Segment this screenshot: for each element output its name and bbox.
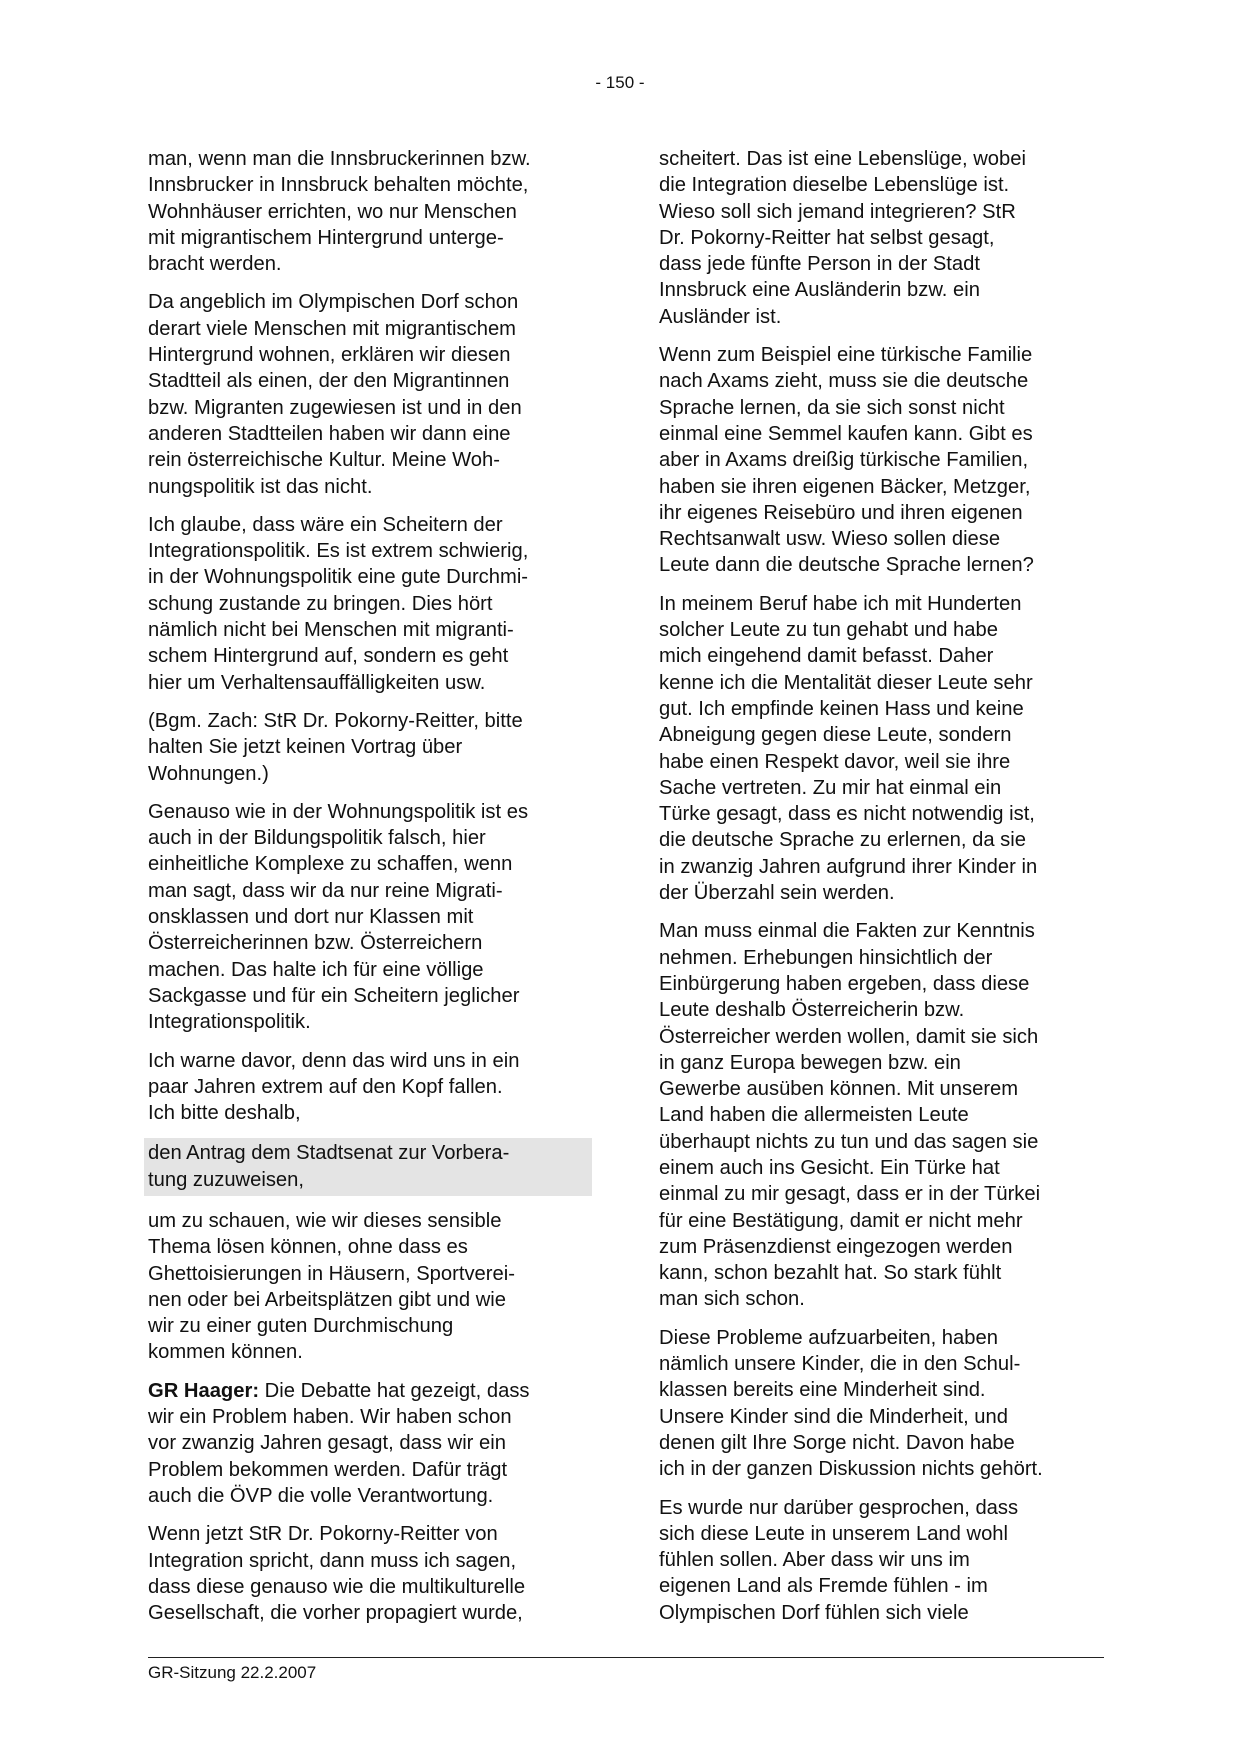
speaker-text: Die Debatte hat gezeigt, dass wir ein Problem haben. Wir haben schon vor zwanzig Jahren gesagt, dass wir ein Problem bekommen werden. Dafür trägt auch die ÖVP die volle Verantwortung. [148,1379,530,1507]
speaker-paragraph [148,1378,592,1509]
paragraph: um zu schauen, wie wir dieses sensible Thema lösen können, ohne dass es Ghettoisierungen in Häusern, Sportverei- nen oder bei Arbeitsplätzen gibt und wie wir zu einer guten Durchmischung kommen können. [148,1209,515,1364]
paragraph: Wenn zum Beispiel eine türkische Familie nach Axams zieht, muss sie die deutsche Sprache lernen, da sie sich sonst nicht einmal eine Semmel kaufen kann. Gibt es aber in Axams dreißig türkische Familien, haben sie ihren eigenen Bäcker, Metzger, ihr eigenes Reisebüro und ihren eigenen Rechtsanwalt usw. Wieso sollen diese Leute dann die deutsche Sprache lernen? [659,344,1034,577]
interjection-paragraph: (Bgm. Zach: StR Dr. Pokorny-Reitter, bitte halten Sie jetzt keinen Vortrag über Wohnungen.) [148,709,523,785]
paragraph: scheitert. Das ist eine Lebenslüge, wobei die Integration dieselbe Lebenslüge ist. Wieso soll sich jemand integrieren? StR Dr. Pokorny-Reitter hat selbst gesagt, dass jede fünfte Person in der Stadt Innsbruck eine Ausländerin bzw. ein Ausländer ist. [659,148,1026,328]
paragraph: Es wurde nur darüber gesprochen, dass sich diese Leute in unserem Land wohl fühlen sollen. Aber dass wir uns im eigenen Land als Fremde fühlen - im Olympischen Dorf fühlen sich viele [659,1496,1019,1624]
paragraph: Diese Probleme aufzuarbeiten, haben nämlich unsere Kinder, die in den Schul- klassen bereits eine Minderheit sind. Unsere Kinder sind die Minderheit, und denen gilt Ihre Sorge nicht. Davon habe ich in der ganzen Diskussion nichts gehört. [659,1326,1043,1481]
footer-divider [148,1657,1104,1658]
paragraph: Man muss einmal die Fakten zur Kenntnis nehmen. Erhebungen hinsichtlich der Einbürgerung haben ergeben, dass diese Leute deshalb Österreicherin bzw. Österreicher werden wollen, damit sie sich in ganz Europa bewegen bzw. ein Gewerbe ausüben können. Mit unserem Land haben die allermeisten Leute überhaupt nichts zu tun und das sagen sie einem auch ins Gesicht. Ein Türke hat einmal zu mir gesagt, dass er in der Türkei für eine Bestätigung, damit er nicht mehr zum Präsenzdienst eingezogen werden kann, schon bezahlt hat. So stark fühlt man sich schon. [659,920,1041,1311]
paragraph: Ich warne davor, denn das wird uns in ein paar Jahren extrem auf den Kopf fallen. Ich bitte deshalb, [148,1049,520,1125]
right-column [659,146,1103,1638]
page-number: - 150 - [595,73,645,92]
paragraph: Ich glaube, dass wäre ein Scheitern der Integrationspolitik. Es ist extrem schwierig, in der Wohnungspolitik eine gute Durchmi- schung zustande zu bringen. Dies hört nämlich nicht bei Menschen mit migranti- schem Hintergrund auf, sondern es geht hier um Verhaltensauffälligkeiten usw. [148,513,529,694]
paragraph: Da angeblich im Olympischen Dorf schon derart viele Menschen mit migrantischem Hintergrund wohnen, erklären wir diesen Stadtteil als einen, der den Migrantinnen bzw. Migranten zugewiesen ist und in den anderen Stadtteilen haben wir dann eine rein österreichische Kultur. Meine Woh- nungspolitik ist das nicht. [148,291,522,498]
speaker-name: GR Haager: [148,1379,260,1402]
motion-highlight: den Antrag dem Stadtsenat zur Vorbera- tung zuzuweisen, [144,1138,592,1196]
paragraph: In meinem Beruf habe ich mit Hunderten solcher Leute zu tun gehabt und habe mich eingehend damit befasst. Daher kenne ich die Mentalität dieser Leute sehr gut. Ich empfinde keinen Hass und keine Abneigung gegen diese Leute, sondern habe einen Respekt davor, weil sie ihre Sache vertreten. Zu mir hat einmal ein Türke gesagt, dass es nicht notwendig ist, die deutsche Sprache zu erlernen, da sie in zwanzig Jahren aufgrund ihrer Kinder in der Überzahl sein werden. [659,592,1038,905]
paragraph: Wenn jetzt StR Dr. Pokorny-Reitter von Integration spricht, dann muss ich sagen, dass diese genauso wie die multikulturelle Gesellschaft, die vorher propagiert wurde, [148,1523,526,1625]
footer-session-date: GR-Sitzung 22.2.2007 [148,1663,317,1682]
paragraph: Genauso wie in der Wohnungspolitik ist es auch in der Bildungspolitik falsch, hier einheitliche Komplexe zu schaffen, wenn man sagt, dass wir da nur reine Migrati- onsklassen und dort nur Klassen mit Österreicherinnen bzw. Österreichern machen. Das halte ich für eine völlige Sackgasse und für ein Scheitern jeglicher Integrationspolitik. [148,800,529,1034]
left-column [148,146,592,1638]
paragraph: man, wenn man die Innsbruckerinnen bzw. Innsbrucker in Innsbruck behalten möchte, Wohnhäuser errichten, wo nur Menschen mit migrantischem Hintergrund unterge- bracht werden. [148,148,531,276]
